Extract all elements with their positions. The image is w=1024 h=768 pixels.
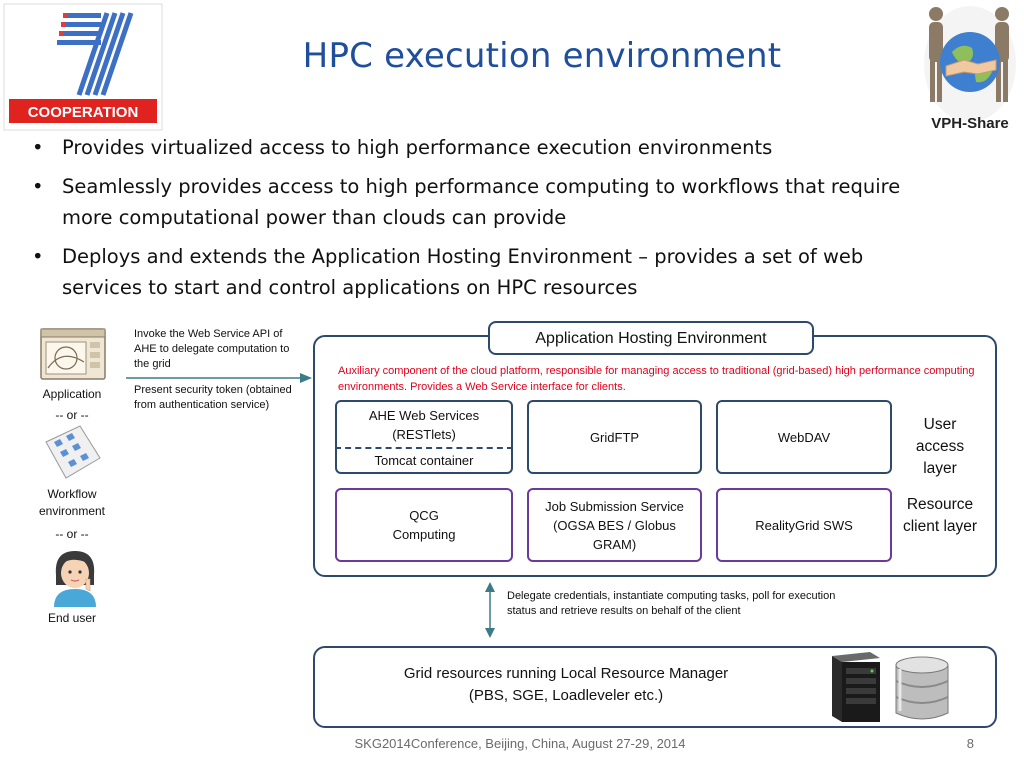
or-separator: -- or -- <box>55 527 89 541</box>
user-access-layer-label: User access layer <box>915 416 965 477</box>
end-user-label: End user <box>47 611 97 625</box>
delegate-arrow <box>482 582 498 638</box>
gridftp-box: GridFTP <box>527 400 702 474</box>
slide-title: HPC execution environment <box>302 36 782 76</box>
invoke-note: Invoke the Web Service API of AHE to delegate computation to the grid <box>134 328 290 370</box>
database-icon <box>892 655 952 723</box>
page-number: 8 <box>966 736 974 751</box>
bullet-item: • Seamlessly provides access to high performance computing to workflows that require more computational power than clouds can provide <box>30 171 930 233</box>
logo-vph-text: VPH-Share <box>931 115 1009 132</box>
webdav-box: WebDAV <box>716 400 892 474</box>
qcg-computing-box: QCG Computing <box>335 488 513 562</box>
ahe-web-services-label: AHE Web Services (RESTlets) <box>368 408 480 442</box>
job-submission-box: Job Submission Service (OGSA BES / Globus GRAM) <box>527 488 702 562</box>
tomcat-label: Tomcat container <box>374 453 474 468</box>
grid-resources-line2: (PBS, SGE, Loadleveler etc.) <box>468 687 664 704</box>
application-window-icon <box>40 328 106 380</box>
tomcat-divider <box>335 447 513 449</box>
end-user-icon <box>48 545 102 607</box>
server-icon <box>824 650 884 724</box>
workflow-label: Workflow environment <box>38 487 106 518</box>
resource-client-layer-label: Resource client layer <box>902 496 978 535</box>
delegate-note: Delegate credentials, instantiate computing tasks, poll for execution status and retrieve results on behalf of the client <box>507 590 836 617</box>
bullet-item: • Deploys and extends the Application Hosting Environment – provides a set of web services to start and control applications on HPC resources <box>30 241 930 303</box>
or-separator: -- or -- <box>55 408 89 422</box>
token-note: Present security token (obtained from authentication service) <box>134 384 292 411</box>
application-label: Application <box>42 387 102 401</box>
grid-resources-line1: Grid resources running Local Resource Manager <box>403 665 729 682</box>
invoke-arrow <box>126 370 312 386</box>
ahe-title: Application Hosting Environment <box>488 321 814 355</box>
realitygrid-box: RealityGrid SWS <box>716 488 892 562</box>
bullet-item: • Provides virtualized access to high performance execution environments <box>30 132 930 163</box>
bullet-list <box>30 132 930 311</box>
footer-text: SKG2014Conference, Beijing, China, August 27-29, 2014 <box>354 736 686 751</box>
logo-cooperation-text: COOPERATION <box>27 104 139 121</box>
ahe-web-services-box <box>335 400 513 474</box>
ahe-description: Auxiliary component of the cloud platform, responsible for managing access to traditional (grid-based) high performance computing environments. Provides a Web Service interface for clients. <box>338 365 975 393</box>
workflow-icon <box>40 424 104 480</box>
